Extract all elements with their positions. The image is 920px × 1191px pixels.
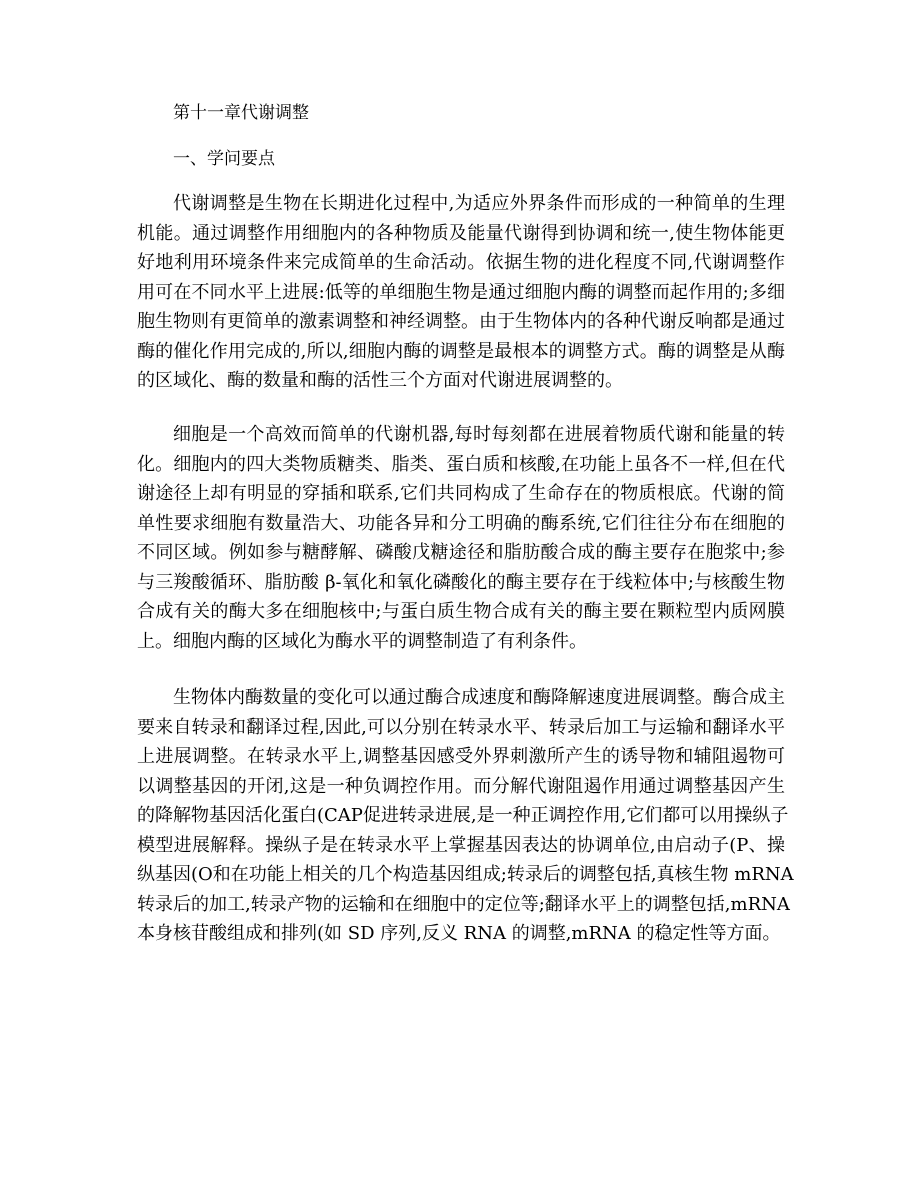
text-line: 上。细胞内酶的区域化为酶水平的调整制造了有利条件。 bbox=[137, 630, 587, 652]
text-line: 模型进展解释。操纵子是在转录水平上掌握基因表达的协调单位,由启动子(P、操 bbox=[137, 834, 785, 856]
text-line: 与三羧酸循环、脂肪酸 β-氧化和氧化磷酸化的酶主要存在于线粒体中;与核酸生物 bbox=[137, 571, 785, 593]
text-line: 谢途径上却有明显的穿插和联系,它们共同构成了生命存在的物质根底。代谢的简 bbox=[137, 483, 785, 504]
text-line: 用可在不同水平上进展:低等的单细胞生物是通过细胞内酶的调整而起作用的;多细 bbox=[137, 281, 785, 303]
text-line: 纵基因(O和在功能上相关的几个构造基因组成;转录后的调整包括,真核生物 mRNA bbox=[137, 864, 794, 885]
text-line: 胞生物则有更简单的激素调整和神经调整。由于生物体内的各种代谢反响都是通过 bbox=[137, 311, 785, 332]
text-line: 好地利用环境条件来完成简单的生命活动。依据生物的进化程度不同,代谢调整作 bbox=[137, 252, 785, 273]
text-line: 不同区域。例如参与糖酵解、磷酸戊糖途径和脂肪酸合成的酶主要存在胞浆中;参 bbox=[137, 542, 785, 563]
text-line: 要来自转录和翻译过程,因此,可以分别在转录水平、转录后加工与运输和翻译水平 bbox=[137, 716, 785, 738]
text-line: 上进展调整。在转录水平上,调整基因感受外界刺激所产生的诱导物和辅阻遏物可 bbox=[137, 746, 785, 767]
chapter-title: 第十一章代谢调整 bbox=[173, 103, 309, 123]
text-line: 以调整基因的开闭,这是一种负调控作用。而分解代谢阻遏作用通过调整基因产生 bbox=[137, 775, 785, 797]
section-title: 一、学问要点 bbox=[173, 149, 275, 169]
text-line: 合成有关的酶大多在细胞核中;与蛋白质生物合成有关的酶主要在颗粒型内质网膜 bbox=[137, 601, 785, 622]
text-line: 转录后的加工,转录产物的运输和在细胞中的定位等;翻译水平上的调整包括,mRNA bbox=[137, 893, 790, 915]
text-line: 生物体内酶数量的变化可以通过酶合成速度和酶降解速度进展调整。酶合成主 bbox=[173, 687, 785, 708]
text-line: 本身核苷酸组成和排列(如 SD 序列,反义 RNA 的调整,mRNA 的稳定性等方面。 bbox=[137, 923, 781, 944]
text-line: 的降解物基因活化蛋白(CAP促进转录进展,是一种正调控作用,它们都可以用操纵子 bbox=[137, 805, 789, 826]
text-line: 细胞是一个高效而简单的代谢机器,每时每刻都在进展着物质代谢和能量的转 bbox=[173, 424, 785, 445]
text-line: 酶的催化作用完成的,所以,细胞内酶的调整是最根本的调整方式。酶的调整是从酶 bbox=[137, 340, 785, 362]
paragraph-3 bbox=[137, 683, 794, 949]
text-line: 单性要求细胞有数量浩大、功能各异和分工明确的酶系统,它们往往分布在细胞的 bbox=[137, 512, 785, 534]
text-line: 化。细胞内的四大类物质糖类、脂类、蛋白质和核酸,在功能上虽各不一样,但在代 bbox=[137, 453, 785, 475]
text-line: 机能。通过调整作用细胞内的各种物质及能量代谢得到协调和统一,使生物体能更 bbox=[137, 222, 785, 244]
text-line: 的区域化、酶的数量和酶的活性三个方面对代谢进展调整的。 bbox=[137, 370, 623, 391]
text-line: 代谢调整是生物在长期进化过程中,为适应外界条件而形成的一种简单的生理 bbox=[173, 193, 785, 214]
paragraph-1 bbox=[137, 189, 785, 396]
paragraph-2 bbox=[137, 420, 785, 656]
